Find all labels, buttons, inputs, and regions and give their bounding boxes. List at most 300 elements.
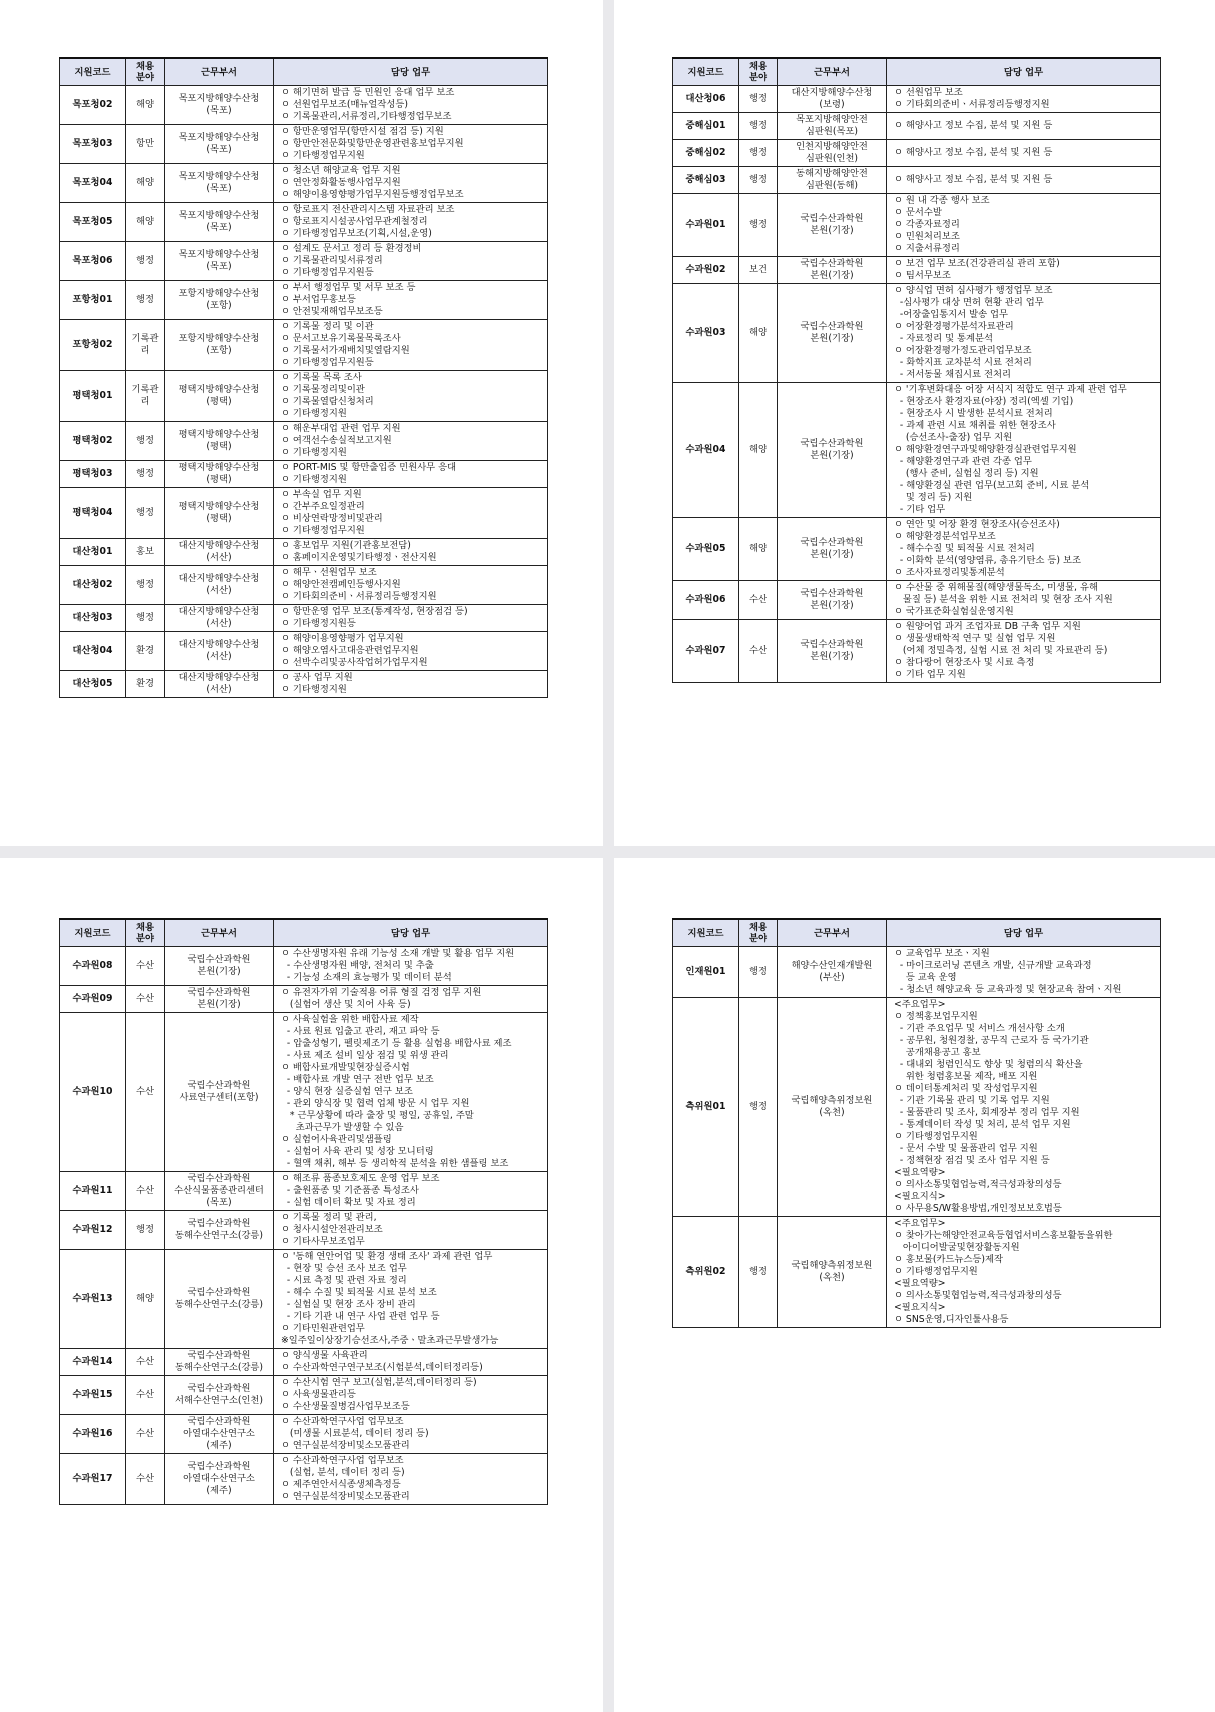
duty-line: ㅇ 기록물정리및이관 — [281, 384, 365, 395]
code-cell: 목포청02 — [60, 86, 126, 125]
field-cell: 행정 — [739, 140, 778, 167]
table-row — [60, 1172, 548, 1211]
duty-line: ㅇ 기록물관리,서류정리,기타행정업무보조 — [281, 111, 452, 122]
duty-line: ㅇ 기타행정지원 — [281, 684, 347, 695]
duty-cell — [274, 1013, 548, 1172]
duty-cell — [274, 203, 548, 242]
table-row — [60, 1013, 548, 1172]
code-cell: 대산청02 — [60, 566, 126, 605]
duty-line: ㅇ 기타민원관련업무 — [281, 1323, 365, 1334]
duty-cell — [274, 1415, 548, 1454]
field-cell: 해양 — [739, 383, 778, 518]
header-field: 채용 분야 — [739, 58, 778, 86]
header-dept: 근무부서 — [778, 919, 887, 947]
duty-line: - 출원품종 및 기준품종 특성조사 — [281, 1185, 419, 1196]
field-cell: 행정 — [739, 113, 778, 140]
field-cell: 항만 — [126, 125, 165, 164]
dept-cell: 국립수산과학원 아열대수산연구소 (제주) — [165, 1415, 274, 1454]
duty-line: ㅇ 원양어업 과거 조업자료 DB 구축 업무 지원 — [894, 621, 1081, 632]
code-cell: 수과원01 — [673, 194, 739, 257]
duty-line: ㅇ 부서업무홍보등 — [281, 294, 356, 305]
field-cell: 행정 — [126, 242, 165, 281]
duty-line: ㅇ 기록물관리및서류정리 — [281, 255, 383, 266]
dept-cell: 인천지방해양안전 심판원(인천) — [778, 140, 887, 167]
duty-line: ㅇ 생물생태학적 연구 및 실험 업무 지원 — [894, 633, 1056, 644]
duty-line: <필요지식> — [894, 1191, 946, 1202]
duty-line: ㅇ 해양오염사고대응관련업무지원 — [281, 645, 419, 656]
table-row — [60, 671, 548, 698]
duty-line: ㅇ 간부주요일정관리 — [281, 501, 365, 512]
duty-line: <주요업무> — [894, 999, 946, 1010]
duty-line: - 배합사료 개발 연구 전반 업무 보조 — [281, 1074, 434, 1085]
code-cell: 대산청06 — [673, 86, 739, 113]
table-row — [60, 125, 548, 164]
duty-line: <주요업무> — [894, 1218, 946, 1229]
duty-line: - 과제 관련 시료 채취를 위한 현장조사 — [894, 420, 1056, 431]
dept-cell: 대산지방해양수산청 (서산) — [165, 671, 274, 698]
code-cell: 수과원15 — [60, 1376, 126, 1415]
duty-line: ㅇ 기타행정업무보조(기획,시설,운영) — [281, 228, 432, 239]
table-row — [60, 164, 548, 203]
field-cell: 수산 — [126, 1172, 165, 1211]
code-cell: 중해심02 — [673, 140, 739, 167]
dept-cell: 목포지방해양수산청 (목포) — [165, 125, 274, 164]
duty-line: - 해양환경실 관련 업무(보고회 준비, 시료 분석 — [894, 480, 1090, 491]
duty-line: ㅇ 공사 업무 지원 — [281, 672, 353, 683]
dept-cell: 대산지방해양수산청 (서산) — [165, 539, 274, 566]
duty-line: ㅇ 해양사고 정보 수집, 분석 및 지원 등 — [894, 147, 1053, 158]
table-row — [60, 371, 548, 422]
code-cell: 대산청01 — [60, 539, 126, 566]
duty-line: ㅇ 설계도 문서고 정리 등 환경정비 — [281, 243, 422, 254]
table-row — [60, 203, 548, 242]
table-row — [60, 566, 548, 605]
duty-line: ㅇ 부서 행정업무 및 서무 보조 등 — [281, 282, 416, 293]
duty-cell — [887, 383, 1161, 518]
duty-line: ㅇ 유전자가위 기술적용 어류 형질 검정 업무 지원 — [281, 987, 482, 998]
duty-line: ㅇ 기타행정지원 — [281, 408, 347, 419]
duty-cell — [887, 947, 1161, 998]
dept-cell: 국립수산과학원 본원(기장) — [778, 383, 887, 518]
duty-line: - 기능성 소재의 효능평가 및 데이터 분석 — [281, 972, 452, 983]
dept-cell: 국립수산과학원 본원(기장) — [778, 194, 887, 257]
duty-cell — [274, 1454, 548, 1505]
duty-line: ㅇ 배합사료개발및현장실증시험 — [281, 1062, 410, 1073]
duty-line: ㅇ 교육업무 보조ㆍ지원 — [894, 948, 990, 959]
code-cell: 수과원05 — [673, 518, 739, 581]
field-cell: 기록관리 — [126, 371, 165, 422]
table-row — [673, 620, 1161, 683]
field-cell: 수산 — [126, 986, 165, 1013]
duty-line: - 정책현장 점검 및 조사 업무 지원 등 — [894, 1155, 1050, 1166]
field-cell: 행정 — [126, 605, 165, 632]
field-cell: 홍보 — [126, 539, 165, 566]
duty-line: ㅇ 민원처리보조 — [894, 231, 960, 242]
code-cell: 수과원09 — [60, 986, 126, 1013]
duty-line: ㅇ 사육생물관리등 — [281, 1389, 356, 1400]
duty-line: ㅇ 양식생물 사육관리 — [281, 1350, 368, 1361]
duty-line: - 수산생명자원 배양, 전처리 및 추출 — [281, 960, 434, 971]
duty-line: ㅇ 기타사무보조업무 — [281, 1236, 365, 1247]
duty-line: ㅇ 해양환경분석업무보조 — [894, 531, 996, 542]
field-cell: 행정 — [126, 422, 165, 461]
dept-cell: 평택지방해양수산청 (평택) — [165, 422, 274, 461]
duty-cell — [274, 671, 548, 698]
table-row — [673, 1217, 1161, 1328]
duty-line: ㅇ '기후변화대응 어장 서식지 적합도 연구 과제 관련 업무 — [894, 384, 1127, 395]
table-row — [60, 1376, 548, 1415]
field-cell: 환경 — [126, 671, 165, 698]
duty-line: ㅇ 해양이용영향평가업무지원등행정업무보조 — [281, 189, 464, 200]
duty-line: ㅇ 홍보물(카드뉴스등)제작 — [894, 1254, 1003, 1265]
duty-cell — [274, 125, 548, 164]
field-cell: 수산 — [126, 1013, 165, 1172]
field-cell: 해양 — [126, 203, 165, 242]
field-cell: 수산 — [126, 1376, 165, 1415]
dept-cell: 대산지방해양수산청 (서산) — [165, 632, 274, 671]
duty-line: ㅇ 해양이용영향평가 업무지원 — [281, 633, 404, 644]
duty-line: - 기타 기관 내 연구 사업 관련 업무 등 — [281, 1311, 440, 1322]
duty-line: <필요지식> — [894, 1302, 946, 1313]
duty-line: ㅇ 기타행정업무지원 — [894, 1266, 978, 1277]
dept-cell: 국립수산과학원 본원(기장) — [165, 947, 274, 986]
dept-cell: 국립수산과학원 본원(기장) — [778, 620, 887, 683]
header-dept: 근무부서 — [165, 58, 274, 86]
duty-line: ㅇ 기타행정업무지원 — [281, 150, 365, 161]
duty-line: ㅇ 홈페이지운영및기타행정ㆍ전산지원 — [281, 552, 437, 563]
field-cell: 해양 — [739, 518, 778, 581]
dept-cell: 해양수산인재개발원 (부산) — [778, 947, 887, 998]
table-row — [673, 947, 1161, 998]
duty-line: - 대내외 청렴인식도 향상 및 청렴의식 확산을 — [894, 1059, 1083, 1070]
duty-cell — [887, 167, 1161, 194]
code-cell: 수과원06 — [673, 581, 739, 620]
dept-cell: 국립수산과학원 사료연구센터(포항) — [165, 1013, 274, 1172]
duty-cell — [274, 1349, 548, 1376]
duty-line: ※일주일이상장기승선조사,주중ㆍ말초과근무발생가능 — [281, 1335, 499, 1346]
duty-line: ㅇ 기록물서가재배치및열람지원 — [281, 345, 410, 356]
table-row — [60, 86, 548, 125]
duty-cell — [274, 164, 548, 203]
table-row — [673, 113, 1161, 140]
duty-cell — [274, 86, 548, 125]
header-row — [673, 919, 1161, 947]
duty-line: - 저서동물 채집시료 전처리 — [894, 369, 1011, 380]
table-row — [673, 140, 1161, 167]
field-cell: 해양 — [126, 86, 165, 125]
duty-line: - 통계데이터 작성 및 처리, 분석 업무 지원 — [894, 1119, 1071, 1130]
duty-line: ㅇ 비상연락망정비및관리 — [281, 513, 383, 524]
duty-line: ㅇ 기록물열람신청처리 — [281, 396, 374, 407]
duty-cell — [274, 1211, 548, 1250]
page-2 — [614, 0, 1215, 846]
duty-line: ㅇ 기타 업무 지원 — [894, 669, 966, 680]
dept-cell: 평택지방해양수산청 (평택) — [165, 488, 274, 539]
duty-cell — [274, 986, 548, 1013]
table-row — [60, 242, 548, 281]
duty-cell — [274, 1172, 548, 1211]
dept-cell: 국립수산과학원 동해수산연구소(강릉) — [165, 1349, 274, 1376]
duty-line: ㅇ 청사시설안전관리보조 — [281, 1224, 383, 1235]
duty-line: ㅇ 지출서류정리 — [894, 243, 960, 254]
code-cell: 수과원10 — [60, 1013, 126, 1172]
duty-line: - 실험 데이터 확보 및 자료 정리 — [281, 1197, 416, 1208]
duty-line: - 해수수질 및 퇴적물 시료 전처리 — [894, 543, 1035, 554]
field-cell: 행정 — [739, 194, 778, 257]
duty-line: ㅇ 해기면허 발급 등 민원인 응대 업무 보조 — [281, 87, 455, 98]
duty-line: - 문서 수발 및 물품관리 업무 지원 — [894, 1143, 1038, 1154]
field-cell: 행정 — [739, 86, 778, 113]
duty-line: ㅇ SNS운영,디자인툴사용등 — [894, 1314, 1009, 1325]
code-cell: 중해심03 — [673, 167, 739, 194]
duty-line: ㅇ 안전및재해업무보조등 — [281, 306, 383, 317]
dept-cell: 국립수산과학원 본원(기장) — [778, 518, 887, 581]
duty-line: ㅇ 항만운영 업무 보조(통계작성, 현장점검 등) — [281, 606, 468, 617]
duty-cell — [887, 140, 1161, 167]
duty-line: ㅇ 문서수발 — [894, 207, 942, 218]
code-cell: 수과원13 — [60, 1250, 126, 1349]
duty-cell — [274, 488, 548, 539]
duty-line: ㅇ 선원업무 보조 — [894, 87, 963, 98]
header-row — [673, 58, 1161, 86]
duty-line: - 기타 업무 — [894, 504, 946, 515]
duty-line: ㅇ 어장환경평가정도관리업무보조 — [894, 345, 1032, 356]
dept-cell: 대산지방해양수산청 (서산) — [165, 566, 274, 605]
duty-line: ㅇ 항로표지시설공사업무관계철정리 — [281, 216, 428, 227]
duty-line: ㅇ 기타행정지원 — [281, 447, 347, 458]
duty-line: ㅇ 기타행정업무지원등 — [281, 357, 374, 368]
code-cell: 수과원11 — [60, 1172, 126, 1211]
table-row — [673, 383, 1161, 518]
duty-line: 아이디어발굴및현장활동지원 — [894, 1242, 1020, 1253]
duty-line: ㅇ 해양안전캠페인등행사지원 — [281, 579, 401, 590]
code-cell: 중해심01 — [673, 113, 739, 140]
duty-line: - 물품관리 및 조사, 회계장부 정리 업무 지원 — [894, 1107, 1080, 1118]
duty-line: ㅇ '동해 연안어업 및 환경 생태 조사' 과제 관련 업무 — [281, 1251, 493, 1262]
duty-line: - 실험어 사육 관리 및 성장 모니터링 — [281, 1146, 434, 1157]
code-cell: 수과원17 — [60, 1454, 126, 1505]
table-row — [673, 998, 1161, 1217]
duty-cell — [887, 1217, 1161, 1328]
dept-cell: 대산지방해양수산청 (서산) — [165, 605, 274, 632]
dept-cell: 동해지방해양안전 심판원(동해) — [778, 167, 887, 194]
duty-line: (미생물 시료분석, 데이터 정리 등) — [281, 1428, 429, 1439]
duty-line: ㅇ 찾아가는해양안전교육등협업서비스홍보활동을위한 — [894, 1230, 1113, 1241]
table-row — [673, 518, 1161, 581]
duty-line: - 공무원, 청원경찰, 공무직 근로자 등 국가기관 — [894, 1035, 1089, 1046]
duty-line: ㅇ 정책홍보업무지원 — [894, 1011, 978, 1022]
header-code: 지원코드 — [60, 58, 126, 86]
dept-cell: 목포지방해양안전 심판원(목포) — [778, 113, 887, 140]
code-cell: 수과원04 — [673, 383, 739, 518]
field-cell: 행정 — [126, 488, 165, 539]
duty-line: - 청소년 해양교육 등 교육과정 및 현장교육 참여ㆍ지원 — [894, 984, 1122, 995]
field-cell: 보건 — [739, 257, 778, 284]
table-row — [60, 488, 548, 539]
duty-line: - 기관 주요업무 및 서비스 개선사항 소개 — [894, 1023, 1065, 1034]
duty-line: ㅇ 수산시험 연구 보고(실험,분석,데이터정리 등) — [281, 1377, 477, 1388]
table-row — [673, 581, 1161, 620]
dept-cell: 목포지방해양수산청 (목포) — [165, 203, 274, 242]
code-cell: 목포청06 — [60, 242, 126, 281]
duty-cell — [274, 1250, 548, 1349]
field-cell: 해양 — [126, 1250, 165, 1349]
table-row — [60, 947, 548, 986]
code-cell: 수과원14 — [60, 1349, 126, 1376]
code-cell: 평택청03 — [60, 461, 126, 488]
code-cell: 대산청05 — [60, 671, 126, 698]
duty-line: ㅇ 항로표지 전산관리시스템 자료관리 보조 — [281, 204, 455, 215]
dept-cell: 국립수산과학원 아열대수산연구소 (제주) — [165, 1454, 274, 1505]
duty-line: ㅇ 각종자료정리 — [894, 219, 960, 230]
table-row — [60, 422, 548, 461]
job-table — [672, 57, 1161, 683]
field-cell: 수산 — [739, 581, 778, 620]
duty-line: (승선조사-출장) 업무 지원 — [894, 432, 1013, 443]
duty-line: ㅇ 의사소통및협업능력,적극성과창의성등 — [894, 1179, 1062, 1190]
duty-line: ㅇ 부속실 업무 지원 — [281, 489, 362, 500]
field-cell: 수산 — [739, 620, 778, 683]
code-cell: 대산청04 — [60, 632, 126, 671]
page-4 — [614, 858, 1215, 1712]
duty-cell — [274, 461, 548, 488]
duty-line: (어체 정밀측정, 실험 시료 전 처리 및 자료관리 등) — [894, 645, 1108, 656]
duty-line: - 사료 제조 설비 일상 점검 및 위생 관리 — [281, 1050, 449, 1061]
duty-line: - 현장조사 시 발생한 분석시료 전처리 — [894, 408, 1053, 419]
field-cell: 해양 — [739, 284, 778, 383]
duty-line: ㅇ 선원업무보조(매뉴얼작성등) — [281, 99, 408, 110]
duty-line: - 혈액 채취, 해부 등 생리학적 분석을 위한 샘플링 보조 — [281, 1158, 509, 1169]
duty-line: ㅇ 해조류 품종보호제도 운영 업무 보조 — [281, 1173, 440, 1184]
duty-line: - 압출성형기, 펠릿제조기 등 활용 실험용 배합사료 제조 — [281, 1038, 512, 1049]
duty-line: 등 교육 운영 — [894, 972, 957, 983]
duty-line: ㅇ 보건 업무 보조(건강관리실 관리 포함) — [894, 258, 1060, 269]
duty-cell — [274, 371, 548, 422]
field-cell: 행정 — [739, 1217, 778, 1328]
duty-line: - 기관 기록물 관리 및 기록 업무 지원 — [894, 1095, 1050, 1106]
field-cell: 수산 — [126, 947, 165, 986]
field-cell: 행정 — [126, 566, 165, 605]
duty-line: 위한 청렴홍보물 제작, 배포 지원 — [894, 1071, 1038, 1082]
dept-cell: 국립수산과학원 본원(기장) — [165, 986, 274, 1013]
code-cell: 평택청04 — [60, 488, 126, 539]
table-row — [60, 461, 548, 488]
dept-cell: 평택지방해양수산청 (평택) — [165, 371, 274, 422]
header-dept: 근무부서 — [165, 919, 274, 947]
table-row — [60, 605, 548, 632]
table-row — [673, 257, 1161, 284]
duty-line: - 사료 원료 입출고 관리, 재고 파악 등 — [281, 1026, 440, 1037]
duty-line: - 시료 측정 및 관련 자료 정리 — [281, 1275, 407, 1286]
code-cell: 인재원01 — [673, 947, 739, 998]
table-row — [673, 194, 1161, 257]
duty-line: ㅇ 조사자료정리및통계분석 — [894, 567, 1005, 578]
duty-cell — [887, 518, 1161, 581]
duty-cell — [887, 998, 1161, 1217]
field-cell: 행정 — [739, 947, 778, 998]
table-row — [60, 1349, 548, 1376]
table-row — [60, 1250, 548, 1349]
duty-line: ㅇ 제주연안서식종생체측정등 — [281, 1479, 401, 1490]
header-duty: 담당 업무 — [887, 919, 1161, 947]
duty-line: 및 정리 등) 지원 — [894, 492, 973, 503]
duty-line: - 화학지표 교차분석 시료 전처리 — [894, 357, 1032, 368]
duty-line: ㅇ 선박수리및공사작업허가업무지원 — [281, 657, 428, 668]
duty-cell — [274, 632, 548, 671]
duty-line: ㅇ 참다랑어 현장조사 및 시료 측정 — [894, 657, 1035, 668]
duty-line: ㅇ 해운부대업 관련 업무 지원 — [281, 423, 401, 434]
duty-cell — [887, 194, 1161, 257]
field-cell: 행정 — [126, 281, 165, 320]
duty-cell — [274, 1376, 548, 1415]
duty-line: ㅇ 어장환경평가분석자료관리 — [894, 321, 1014, 332]
duty-line: ㅇ 수산물 중 위해물질(해양생물독소, 미생물, 유해 — [894, 582, 1098, 593]
header-code: 지원코드 — [673, 919, 739, 947]
duty-line: <필요역량> — [894, 1278, 946, 1289]
code-cell: 수과원16 — [60, 1415, 126, 1454]
header-duty: 담당 업무 — [274, 58, 548, 86]
duty-line: -어장출입통지서 발송 업무 — [894, 309, 1008, 320]
duty-line: 물질 등) 분석을 위한 시료 전처리 및 현장 조사 지원 — [894, 594, 1113, 605]
duty-cell — [274, 281, 548, 320]
job-table — [672, 918, 1161, 1328]
duty-line: - 해수 수질 및 퇴적물 시료 분석 보조 — [281, 1287, 437, 1298]
code-cell: 대산청03 — [60, 605, 126, 632]
duty-line: ㅇ 연안 및 어장 환경 현장조사(승선조사) — [894, 519, 1060, 530]
duty-line: 공개채용공고 홍보 — [894, 1047, 981, 1058]
dept-cell: 국립수산과학원 수산식물품종관리센터 (목포) — [165, 1172, 274, 1211]
duty-line: ㅇ 기타행정업무지원 — [894, 1131, 978, 1142]
code-cell: 수과원08 — [60, 947, 126, 986]
duty-line: - 실험실 및 현장 조사 장비 관리 — [281, 1299, 416, 1310]
duty-line: * 근무상황에 따라 출장 및 평일, 공휴일, 주말 — [281, 1110, 474, 1121]
duty-cell — [887, 581, 1161, 620]
duty-line: (실험어 생산 및 치어 사육 등) — [281, 999, 411, 1010]
duty-cell — [887, 113, 1161, 140]
dept-cell: 포항지방해양수산청 (포항) — [165, 320, 274, 371]
duty-line: - 현장조사 환경자료(야장) 정리(엑셀 기입) — [894, 396, 1074, 407]
dept-cell: 국립수산과학원 본원(기장) — [778, 284, 887, 383]
dept-cell: 국립수산과학원 동해수산연구소(강릉) — [165, 1250, 274, 1349]
duty-cell — [274, 320, 548, 371]
field-cell: 행정 — [126, 461, 165, 488]
job-table — [59, 57, 548, 698]
duty-line: ㅇ 의사소통및협업능력,적극성과창의성등 — [894, 1290, 1062, 1301]
duty-line: ㅇ 기타행정지원등 — [281, 618, 356, 629]
header-code: 지원코드 — [60, 919, 126, 947]
header-field: 채용 분야 — [126, 919, 165, 947]
duty-line: ㅇ 사무용S/W활용방법,개인정보보호법등 — [894, 1203, 1062, 1214]
duty-line: ㅇ 기록물 목록 조사 — [281, 372, 362, 383]
table-row — [60, 632, 548, 671]
duty-line: <필요역량> — [894, 1167, 946, 1178]
code-cell: 측위원02 — [673, 1217, 739, 1328]
duty-cell — [274, 566, 548, 605]
dept-cell: 국립수산과학원 본원(기장) — [778, 581, 887, 620]
field-cell: 수산 — [126, 1349, 165, 1376]
code-cell: 포항청02 — [60, 320, 126, 371]
duty-cell — [274, 605, 548, 632]
dept-cell: 평택지방해양수산청 (평택) — [165, 461, 274, 488]
duty-line: ㅇ 원 내 각종 행사 보조 — [894, 195, 990, 206]
duty-line: ㅇ 연구실분석장비및소모품관리 — [281, 1491, 410, 1502]
duty-cell — [887, 86, 1161, 113]
duty-line: ㅇ 수산과학연구사업 업무보조 — [281, 1455, 404, 1466]
duty-line: ㅇ 해양사고 정보 수집, 분석 및 지원 등 — [894, 174, 1053, 185]
duty-line: ㅇ 수산과학연구사업 업무보조 — [281, 1416, 404, 1427]
duty-line: - 양식 현장 실증실험 연구 보조 — [281, 1086, 413, 1097]
field-cell: 수산 — [126, 1454, 165, 1505]
